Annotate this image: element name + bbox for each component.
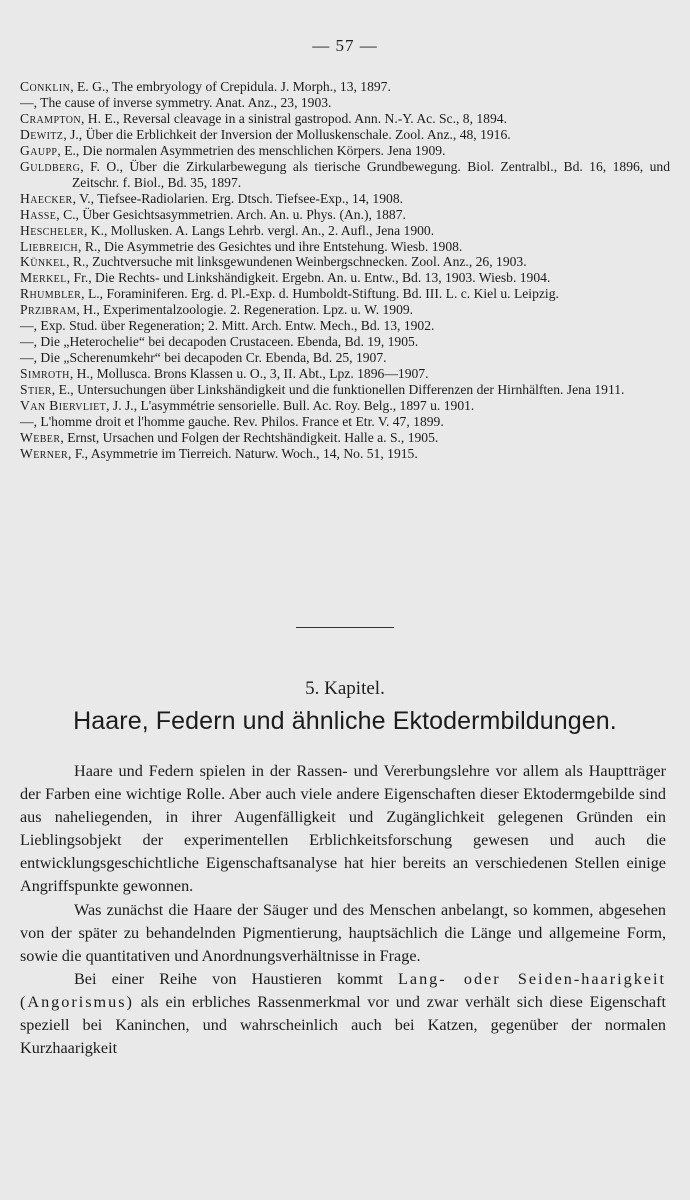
reference-author: Simroth: [20, 366, 70, 382]
reference-entry: [20, 286, 670, 302]
reference-entry: [20, 414, 670, 430]
reference-text: , Fr., Die Rechts- und Linkshändigkeit. Ergebn. An. u. Entw., Bd. 13, 1903. Wiesb. 1904.: [66, 270, 551, 286]
page-number: — 57 —: [312, 36, 378, 55]
reference-text: , Ernst, Ursachen und Folgen der Rechtshändigkeit. Halle a. S., 1905.: [60, 429, 439, 445]
reference-text: —, L'homme droit et l'homme gauche. Rev. Philos. France et Etr. V. 47, 1899.: [20, 414, 444, 430]
reference-text: , R., Die Asymmetrie des Gesichtes und ihre Entstehung. Wiesb. 1908.: [78, 238, 463, 254]
reference-entry: [20, 430, 670, 446]
reference-author: Przibram: [20, 302, 77, 318]
reference-text: , F., Asymmetrie im Tierreich. Naturw. Woch., 14, No. 51, 1915.: [68, 445, 418, 461]
reference-entry: [20, 318, 670, 334]
reference-list: [20, 79, 670, 462]
reference-text: —, Die „Scherenumkehr“ bei decapoden Cr. Ebenda, Bd. 25, 1907.: [20, 350, 387, 366]
reference-entry: [20, 207, 670, 223]
reference-author: Rhumbler: [20, 286, 82, 302]
reference-author: Merkel: [20, 270, 67, 286]
reference-entry: [20, 127, 670, 143]
reference-entry: [20, 79, 670, 95]
reference-entry: [20, 143, 670, 159]
reference-entry: [20, 254, 670, 270]
reference-entry: [20, 366, 670, 382]
reference-author: Conklin: [20, 79, 71, 94]
reference-author: Liebreich: [20, 238, 79, 254]
paragraph-3-start: Bei einer Reihe von Haustieren kommt: [74, 969, 399, 988]
paragraph-3-end: als ein erbliches Rassenmerkmal vor und zwar verhält sich diese Eigenschaft speziell bei Kaninchen, und wahrscheinlich auch bei Katzen, gegenüber der normalen Kurzhaarigkeit: [20, 992, 666, 1058]
reference-entry: [20, 446, 670, 462]
chapter-label: 5. Kapitel.: [305, 678, 385, 699]
reference-entry: [20, 350, 670, 366]
reference-text: , H. E., Reversal cleavage in a sinistral gastropod. Ann. N.-Y. Ac. Sc., 8, 1894.: [80, 110, 507, 126]
reference-text: —, Exp. Stud. über Regeneration; 2. Mitt. Arch. Entw. Mech., Bd. 13, 1902.: [20, 318, 435, 334]
reference-text: —, Die „Heterochelie“ bei decapoden Crustaceen. Ebenda, Bd. 19, 1905.: [20, 334, 419, 350]
reference-entry: [20, 398, 670, 414]
reference-author: Van Biervliet: [20, 398, 107, 414]
reference-text: , E., Untersuchungen über Linkshändigkeit und die funktionellen Differenzen der Hirnhälften. Jena 1911.: [51, 382, 625, 398]
reference-text: , C., Über Gesichtsasymmetrien. Arch. An. u. Phys. (An.), 1887.: [56, 206, 406, 222]
reference-text: , J. J., L'asymmétrie sensorielle. Bull. Ac. Roy. Belg., 1897 u. 1901.: [106, 398, 475, 414]
reference-text: , E. G., The embryology of Crepidula. J. Morph., 13, 1897.: [70, 79, 391, 94]
reference-entry: [20, 302, 670, 318]
reference-entry: [20, 382, 670, 398]
reference-text: , J., Über die Erblichkeit der Inversion der Molluskenschale. Zool. Anz., 48, 1916.: [63, 126, 511, 142]
reference-text: , H., Experimentalzoologie. 2. Regeneration. Lpz. u. W. 1909.: [76, 302, 414, 318]
reference-author: Crampton: [20, 110, 81, 126]
reference-text: , L., Foraminiferen. Erg. d. Pl.-Exp. d. Humboldt-Stiftung. Bd. III. L. c. Kiel u. Leipzig.: [81, 286, 559, 302]
paragraph-1: Haare und Federn spielen in der Rassen- und Vererbungslehre vor allem als Hauptträger der Farben eine wichtige Rolle. Aber auch viele andere Eigenschaften dieser Ektodermgebilde sind aus naheliegenden, in ihrer Augenfälligkeit und Zugänglichkeit gelegenen Gründen ein Lieblingsobjekt der experimentellen Erblichkeitsforschung gewesen und auch die entwicklungsgeschichtliche Eigenschaftsanalyse hat hier bereits an verschiedenen Stellen einige Angriffspunkte gewonnen.: [20, 762, 666, 896]
reference-entry: [20, 159, 670, 191]
reference-author: Dewitz: [20, 126, 64, 142]
reference-author: Werner: [20, 445, 69, 461]
reference-entry: [20, 223, 670, 239]
reference-author: Weber: [20, 429, 61, 445]
reference-author: Guldberg: [20, 158, 81, 174]
paragraph-3: [20, 968, 666, 1060]
reference-text: —, The cause of inverse symmetry. Anat. Anz., 23, 1903.: [20, 94, 332, 110]
reference-author: Hescheler: [20, 222, 84, 238]
body-text: [20, 760, 666, 1060]
reference-text: , R., Zuchtversuche mit linksgewundenen Weinbergschnecken. Zool. Anz., 26, 1903.: [66, 254, 527, 270]
reference-text: , F. O., Über die Zirkularbewegung als tierische Grundbewegung. Biol. Zentralbl., Bd. 16, 1896, und Zeitschr. f. Biol., Bd. 35, 1897.: [72, 158, 670, 190]
reference-text: , V., Tiefsee-Radiolarien. Erg. Dtsch. Tiefsee-Exp., 14, 1908.: [72, 190, 404, 206]
paragraph-3-spaced-term: Lang- oder Seiden-haarigkeit (Angorismus): [20, 969, 666, 1011]
reference-text: , E., Die normalen Asymmetrien des menschlichen Körpers. Jena 1909.: [57, 142, 446, 158]
reference-author: Stier: [20, 382, 52, 398]
reference-author: Künkel: [20, 254, 67, 270]
reference-entry: [20, 334, 670, 350]
reference-text: , K., Mollusken. A. Langs Lehrb. vergl. An., 2. Aufl., Jena 1900.: [83, 222, 435, 238]
section-divider: [296, 627, 394, 628]
reference-entry: [20, 95, 670, 111]
reference-author: Haecker: [20, 190, 73, 206]
reference-entry: [20, 111, 670, 127]
reference-text: , H., Mollusca. Brons Klassen u. O., 3, II. Abt., Lpz. 1896—1907.: [69, 366, 429, 382]
paragraph-2: Was zunächst die Haare der Säuger und des Menschen anbelangt, so kommen, abgesehen von der später zu behandelnden Pigmentierung, hauptsächlich die Länge und allgemeine Form, sowie die quantitativen und Anordnungsverhältnisse in Frage.: [20, 900, 666, 965]
reference-author: Gaupp: [20, 142, 58, 158]
reference-entry: [20, 239, 670, 255]
chapter-title: Haare, Federn und ähnliche Ektodermbildungen.: [73, 707, 617, 735]
reference-entry: [20, 270, 670, 286]
reference-author: Hasse: [20, 206, 57, 222]
reference-entry: [20, 191, 670, 207]
